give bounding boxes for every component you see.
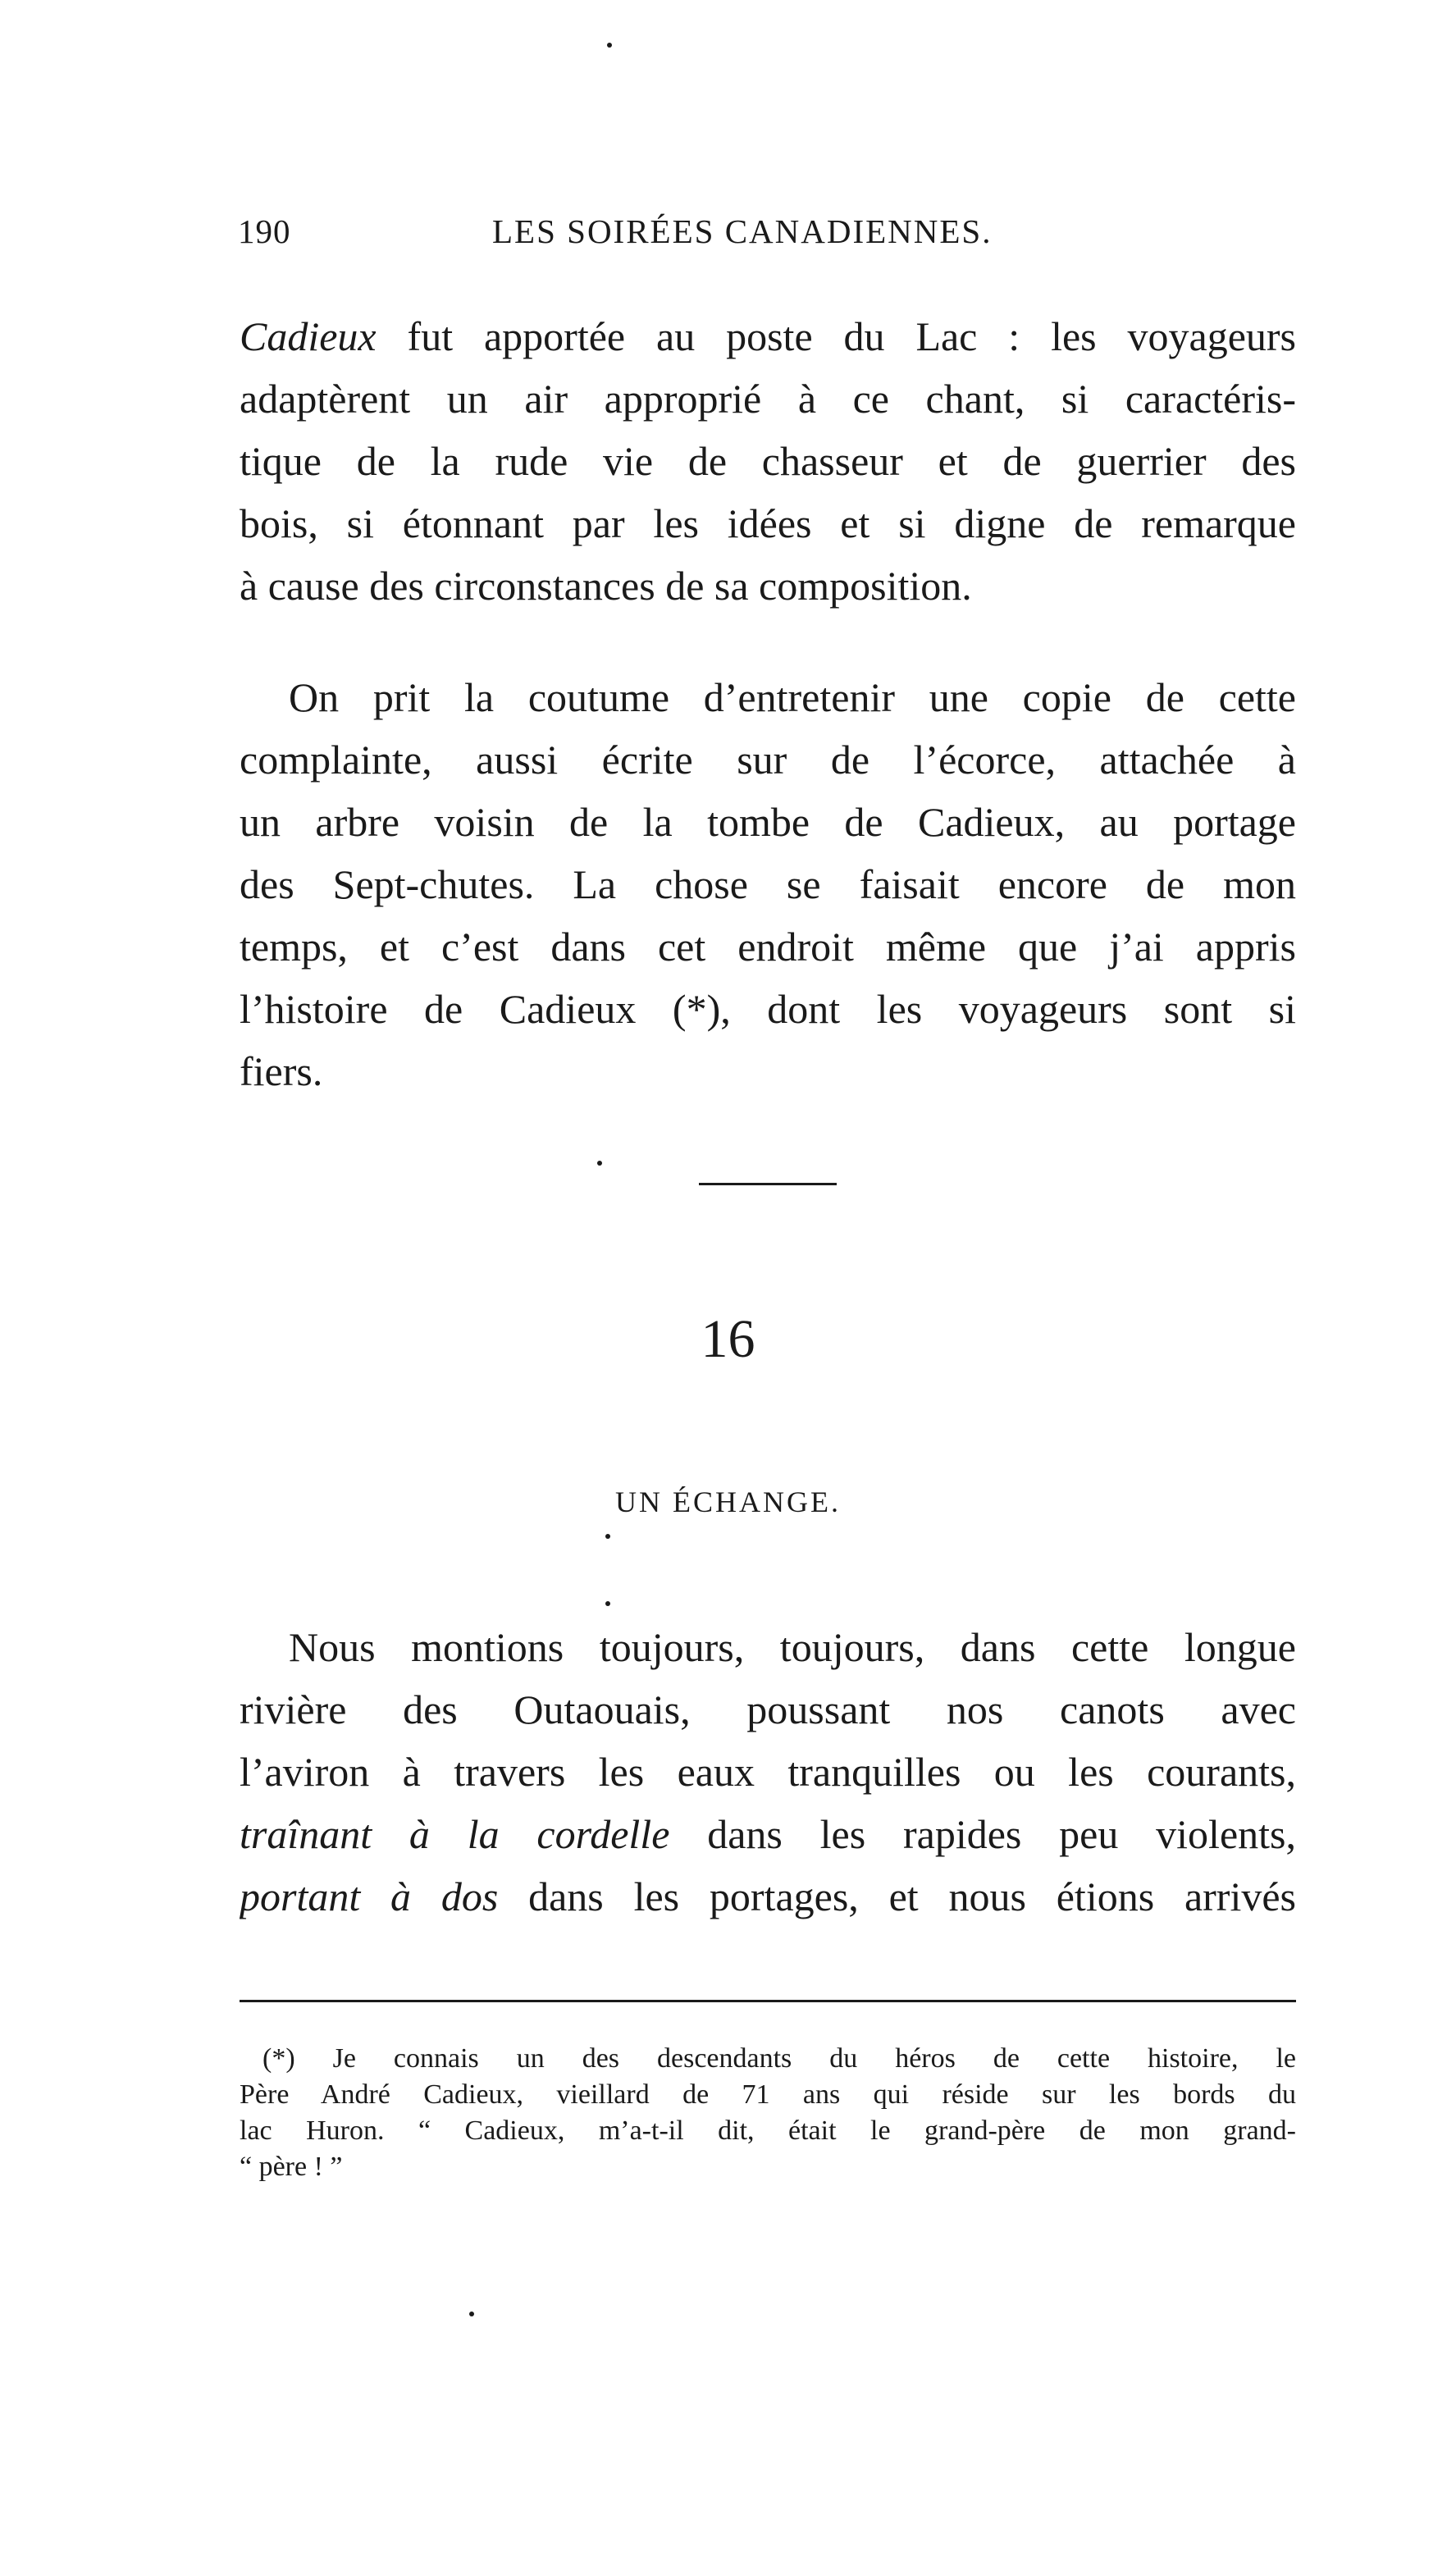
paragraph-3-line-5: [240, 1865, 1296, 1928]
paragraph-1-line-3: tique de la rude vie de chasseur et de guerrier des: [240, 438, 1296, 484]
paragraph-3-line-1: Nous montions toujours, toujours, dans cette longue: [289, 1624, 1296, 1670]
paragraph-2: [240, 666, 1296, 1102]
paragraph-3-line-3: l’aviron à travers les eaux tranquilles ou les courants,: [240, 1749, 1296, 1795]
paragraph-2-line-6: l’histoire de Cadieux (*), dont les voyageurs sont si: [240, 986, 1296, 1032]
scan-speck: [605, 1534, 610, 1539]
text-run: fut apportée au poste du Lac : les voyageurs: [376, 313, 1296, 359]
paragraph-2-line-3: un arbre voisin de la tombe de Cadieux, au portage: [240, 799, 1296, 845]
footnote-line-2: Père André Cadieux, vieillard de 71 ans qui réside sur les bords du: [240, 2079, 1296, 2110]
scan-speck: [469, 2312, 474, 2316]
italic-text: portant à dos: [240, 1873, 499, 1919]
footnote-line-4: “ père ! ”: [240, 2152, 343, 2182]
text-run: dans les rapides peu violents,: [669, 1811, 1296, 1857]
paragraph-1-line-5: à cause des circonstances de sa composition.: [240, 563, 972, 609]
footnote-rule: [240, 2000, 1296, 2002]
paragraph-1-line-1: [240, 305, 1296, 367]
paragraph-2-line-7: fiers.: [240, 1048, 323, 1094]
footnote: [240, 2041, 1296, 2185]
italic-text: traînant à la cordelle: [240, 1811, 670, 1857]
paragraph-3-line-2: rivière des Outaouais, poussant nos canots avec: [240, 1686, 1296, 1732]
paragraph-3: [240, 1616, 1296, 1928]
paragraph-2-line-2: complainte, aussi écrite sur de l’écorce, attachée à: [240, 737, 1296, 783]
paragraph-3-line-4: [240, 1803, 1296, 1865]
chapter-title: UN ÉCHANGE.: [615, 1486, 841, 1518]
footnote-line-1: (*) Je connais un des descendants du héros de cette histoire, le: [262, 2043, 1296, 2074]
running-title: LES SOIRÉES CANADIENNES.: [492, 212, 993, 250]
paragraph-2-line-1: On prit la coutume d’entretenir une copie de cette: [289, 674, 1296, 720]
section-divider: [699, 1183, 837, 1185]
paragraph-2-line-4: des Sept-chutes. La chose se faisait encore de mon: [240, 861, 1296, 907]
paragraph-1-line-4: bois, si étonnant par les idées et si digne de remarque: [240, 500, 1296, 546]
paragraph-2-line-5: temps, et c’est dans cet endroit même que j’ai appris: [240, 924, 1296, 970]
chapter-number: 16: [701, 1309, 755, 1369]
italic-text: Cadieux: [240, 313, 377, 359]
paragraph-1-line-2: adaptèrent un air approprié à ce chant, si caractéris-: [240, 376, 1296, 422]
scan-speck: [607, 43, 612, 48]
paragraph-1: [240, 305, 1296, 617]
text-run: dans les portages, et nous étions arrivés: [498, 1873, 1296, 1919]
scan-speck: [605, 1601, 610, 1606]
page-header: [238, 212, 1296, 261]
scan-speck: [597, 1161, 602, 1166]
page-number: 190: [238, 212, 291, 250]
footnote-line-3: lac Huron. “ Cadieux, m’a-t-il dit, était le grand-père de mon grand-: [240, 2115, 1296, 2146]
